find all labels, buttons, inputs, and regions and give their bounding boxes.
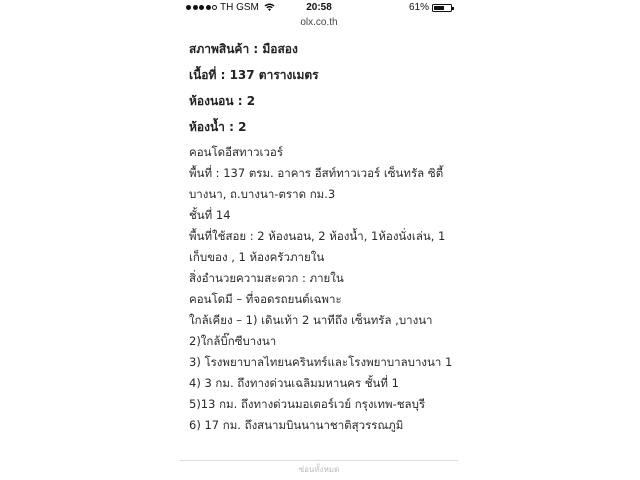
spec-area: เนื้อที่ : 137 ตารางเมตร [189,68,319,82]
description-line: ชั้นที่ 14 [189,208,231,222]
url-text: olx.co.th [300,17,338,28]
battery-fill [434,6,444,10]
description-line: 4) 3 กม. ถึงทางด่วนเฉลิมมหานคร ชั้นที่ 1 [189,376,399,390]
description-line: คอนโดมี – ที่จอดรถยนต์เฉพาะ [189,292,342,306]
status-bar [180,0,458,16]
spec-bathrooms: ห้องน้ำ : 2 [189,120,247,134]
hide-all-label: ซ่อนทั้งหมด [298,465,340,474]
description-line: สิ่งอำนวยความสะดวก : ภายใน [189,271,344,285]
listing-content [189,38,457,436]
description-line: 3) โรงพยาบาลไทยนครินทร์และโรงพยาบาลบางนา 1 [189,355,453,369]
status-right [409,2,452,13]
carrier-label: TH GSM [220,2,259,13]
description-line: พื้นที่ : 137 ตรม. อาคาร อีสท์ทาวเวอร์ เซ็นทรัล ซิตี้ [189,166,444,180]
clock: 20:58 [306,2,332,13]
description-line: 6) 17 กม. ถึงสนามบินนานาชาติสุวรรณภูมิ [189,418,404,432]
battery-icon [432,4,452,12]
description-line: บางนา, ถ.บางนา-ตราด กม.3 [189,187,336,201]
description-line: เก็บของ , 1 ห้องครัวภายใน [189,250,325,264]
battery-percent: 61% [408,2,429,13]
hide-all-link[interactable] [180,460,458,480]
spec-bedrooms: ห้องนอน : 2 [189,94,256,108]
description-line: 5)13 กม. ถึงทางด่วนมอเตอร์เวย์ กรุงเทพ-ชลบุรี [189,397,426,411]
description-line: 2)ใกล้บิ๊กซีบางนา [189,334,277,348]
description-line: คอนโดอีสทาวเวอร์ [189,145,283,159]
description-line: ใกล้เคียง – 1) เดินเท้า 2 นาทีถึง เซ็นทรัล ,บางนา [189,313,433,327]
url-bar[interactable] [180,16,458,32]
description-line: พื้นที่ใช้สอย : 2 ห้องนอน, 2 ห้องน้ำ, 1ห้องนั่งเล่น, 1 [189,229,446,243]
spec-condition: สภาพสินค้า : มือสอง [189,42,298,56]
phone-screen [180,0,458,480]
